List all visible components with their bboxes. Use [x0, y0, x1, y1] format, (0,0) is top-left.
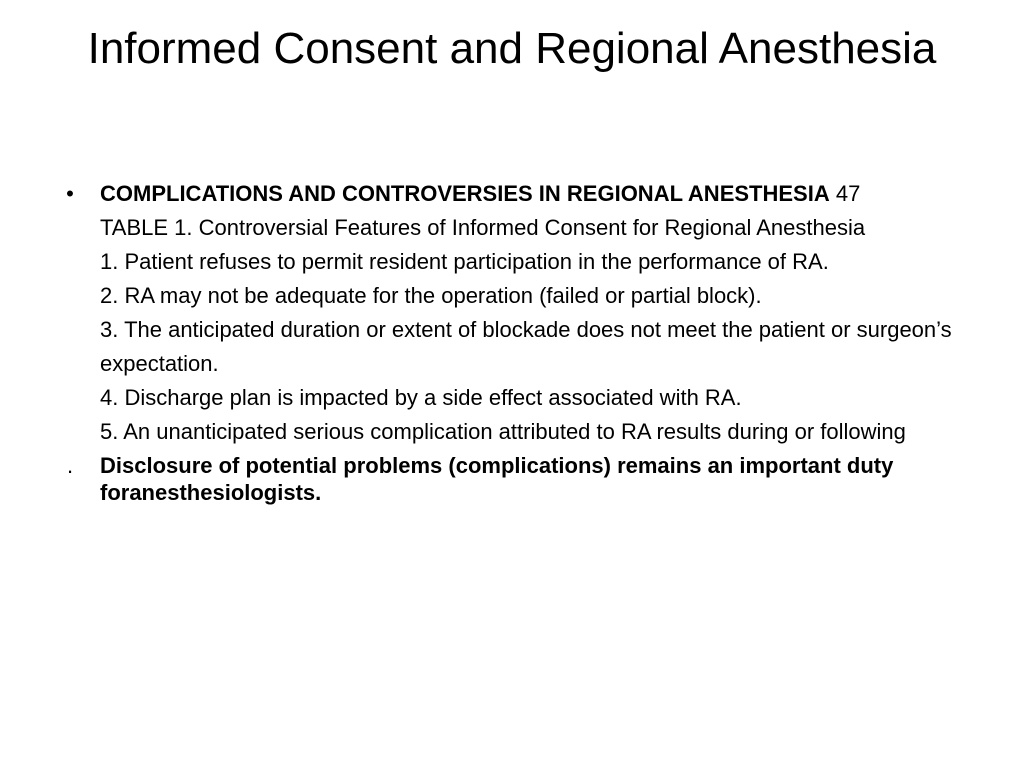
list-item-text: 5. An unanticipated serious complication attributed to RA results during or following	[100, 419, 906, 444]
list-item	[60, 384, 970, 411]
table-caption	[60, 214, 970, 241]
list-item-continuation	[60, 350, 970, 377]
table-caption-text: TABLE 1. Controversial Features of Informed Consent for Regional Anesthesia	[100, 215, 866, 240]
list-item-text: expectation.	[100, 351, 219, 376]
bullet-icon: •	[66, 181, 74, 206]
list-item	[60, 282, 970, 309]
list-item-text: 2. RA may not be adequate for the operation (failed or partial block).	[100, 283, 762, 308]
list-item-text: 4. Discharge plan is impacted by a side effect associated with RA.	[100, 385, 742, 410]
slide-body	[60, 180, 970, 513]
bullet-item-disclosure	[60, 452, 970, 506]
disclosure-text: Disclosure of potential problems (complications) remains an important duty foranesthesiologists.	[100, 453, 894, 505]
page-number-text: 47	[829, 181, 861, 206]
bullet-item-heading	[60, 180, 970, 207]
list-item-text: 1. Patient refuses to permit resident participation in the performance of RA.	[100, 249, 829, 274]
list-item	[60, 418, 970, 445]
heading-text: COMPLICATIONS AND CONTROVERSIES IN REGIONAL ANESTHESIA	[100, 181, 830, 206]
list-item	[60, 316, 970, 343]
dot-marker-icon: .	[66, 453, 74, 478]
list-item	[60, 248, 970, 275]
slide-title: Informed Consent and Regional Anesthesia	[87, 24, 937, 73]
list-item-text: 3. The anticipated duration or extent of blockade does not meet the patient or surgeon’s	[100, 317, 952, 342]
